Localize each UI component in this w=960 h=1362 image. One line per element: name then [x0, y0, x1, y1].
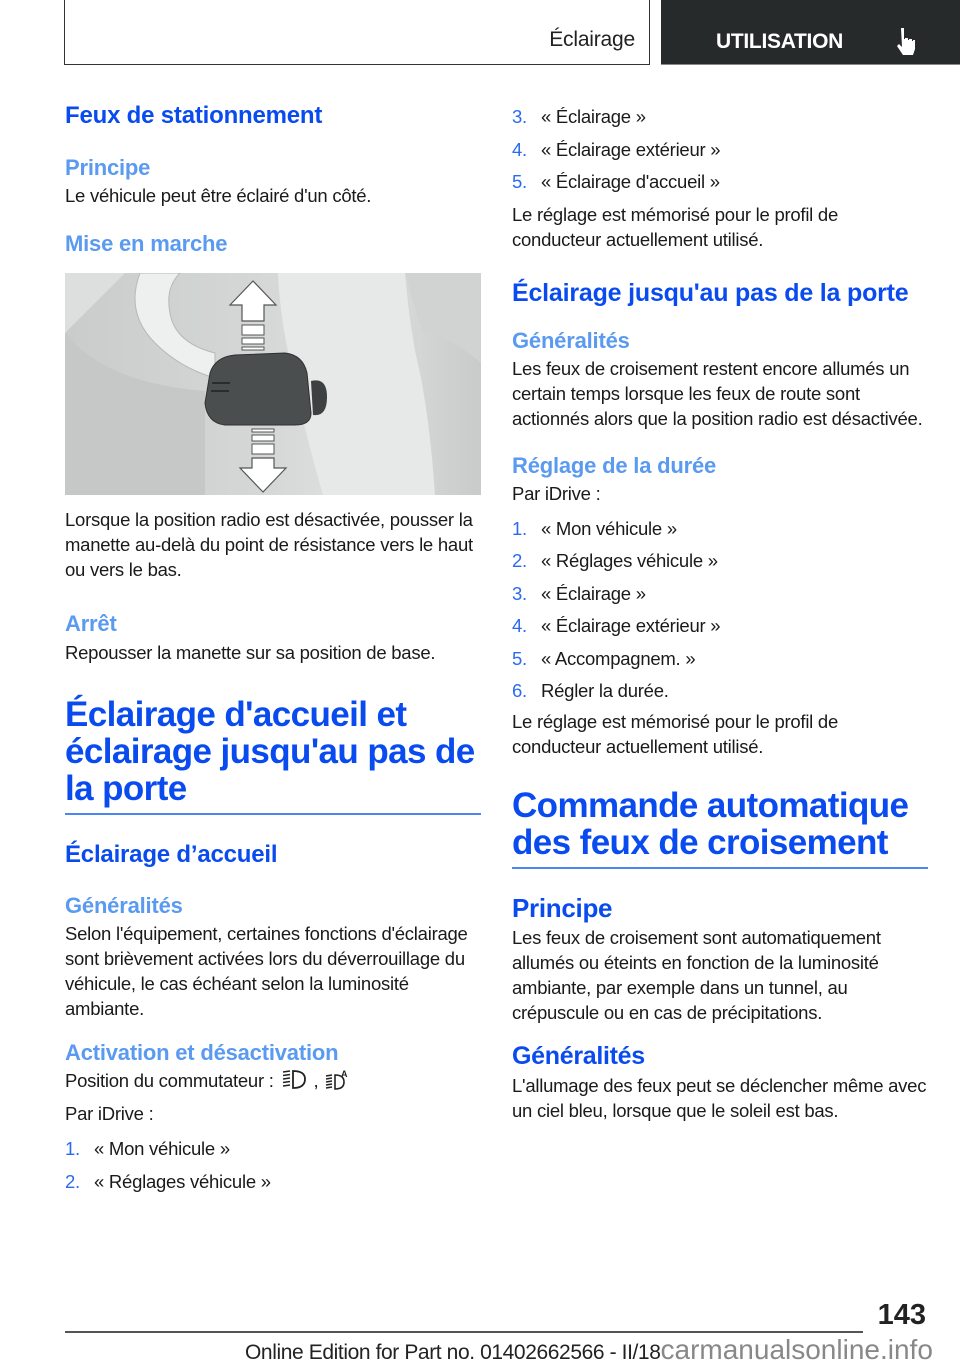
footer-divider [65, 1331, 863, 1333]
step-number: 3. [512, 582, 527, 604]
auto-low-beam-title: Commande automatique des feux de croisement [512, 787, 928, 869]
auto-low-beam-icon [323, 1069, 351, 1091]
step-number: 6. [512, 680, 527, 701]
step-text: « Accompagnem. » [541, 647, 696, 669]
switch-on-text: Lorsque la position radio est désactivée, pousser la manette au-delà du point de résistance vers le haut ou vers le bas. [65, 509, 473, 580]
step-number: 2. [65, 1170, 80, 1192]
section-title: Éclairage [549, 28, 635, 51]
list-item [512, 166, 928, 199]
left-column [65, 98, 481, 1198]
step-number: 3. [512, 106, 527, 127]
list-item [512, 643, 928, 676]
general-heading: Généralités [65, 893, 183, 918]
welcome-lights-subtitle: Éclairage d’accueil [65, 841, 278, 868]
right-column [512, 101, 928, 1123]
step-number: 1. [512, 517, 527, 539]
welcome-saved-text: Le réglage est mémorisé pour le profil de conducteur actuellement utilisé. [512, 203, 839, 250]
switch-position-label: Position du commutateur : [65, 1070, 274, 1091]
welcome-steps-list [65, 1133, 481, 1198]
general-text: Selon l'équipement, certaines fonctions d'éclairage sont brièvement activées lors du déverrouillage du véhicule, le cas échéant selon la luminosité ambiante. [65, 923, 468, 1019]
edition-text: Online Edition for Part no. 01402662566 - II/18 [245, 1341, 661, 1362]
switch-position-line [65, 1068, 481, 1093]
switch-on-heading: Mise en marche [65, 231, 228, 256]
list-item [512, 101, 928, 134]
pathway-general-heading: Généralités [512, 327, 630, 353]
step-text: « Mon véhicule » [94, 1138, 230, 1159]
step-text: « Éclairage » [541, 106, 646, 127]
step-number: 5. [512, 647, 527, 669]
pointing-hand-icon [895, 27, 917, 55]
list-item [512, 134, 928, 167]
list-item [512, 545, 928, 578]
svg-text:A: A [341, 1069, 348, 1079]
list-item [512, 578, 928, 611]
lever-illustration [65, 273, 481, 495]
duration-heading: Réglage de la durée [512, 452, 717, 478]
welcome-steps-continued-list [512, 101, 928, 199]
welcome-lights-title: Éclairage d'accueil et éclairage jusqu'au pas de la porte [65, 696, 481, 815]
step-text: « Réglages véhicule » [94, 1170, 271, 1192]
list-item [65, 1166, 481, 1199]
step-number: 4. [512, 615, 527, 636]
step-text: « Éclairage d'accueil » [541, 171, 720, 192]
auto-general-heading: Généralités [512, 1041, 645, 1070]
step-text: Régler la durée. [541, 680, 669, 701]
step-number: 4. [512, 138, 527, 160]
pathway-general-text: Les feux de croisement restent encore allumés un certain temps lorsque les feux de route sont actionnés alors que la position radio est désactivée. [512, 357, 923, 429]
list-item [512, 513, 928, 546]
watermark: carmanualsonline.info [660, 1334, 933, 1362]
step-text: « Éclairage extérieur » [541, 138, 721, 160]
pathway-idrive-label: Par iDrive : [512, 482, 601, 504]
page-number: 143 [877, 1299, 926, 1331]
step-text: « Éclairage extérieur » [541, 615, 721, 636]
step-text: « Réglages véhicule » [541, 550, 718, 571]
switch-off-text: Repousser la manette sur sa position de base. [65, 642, 436, 663]
step-number: 1. [65, 1138, 80, 1159]
header-section-box [64, 0, 650, 65]
pathway-lighting-title: Éclairage jusqu'au pas de la porte [512, 278, 909, 307]
lever-figure-svg [65, 273, 481, 495]
principle-text: Le véhicule peut être éclairé d'un côté. [65, 185, 372, 206]
idrive-label: Par iDrive : [65, 1103, 154, 1124]
list-item [512, 610, 928, 643]
parking-lights-title: Feux de stationnement [65, 102, 323, 129]
step-text: « Mon véhicule » [541, 517, 677, 539]
auto-principle-text: Les feux de croisement sont automatiquement allumés ou éteints en fonction de la luminosité ambiante, par exemple dans un tunnel, au crépuscule ou en cas de précipitations. [512, 926, 881, 1023]
switch-off-heading: Arrêt [65, 611, 117, 636]
low-beam-icon [279, 1069, 309, 1091]
list-item [512, 675, 928, 708]
principle-heading: Principe [65, 155, 151, 180]
footer-line [245, 1334, 933, 1362]
activation-heading: Activation et désactivation [65, 1040, 339, 1065]
step-text: « Éclairage » [541, 582, 646, 604]
switch-separator: , [313, 1070, 319, 1091]
pathway-saved-text: Le réglage est mémorisé pour le profil de conducteur actuellement utilisé. [512, 710, 839, 757]
step-number: 5. [512, 171, 527, 192]
auto-principle-heading: Principe [512, 892, 613, 923]
auto-general-text: L'allumage des feux peut se déclencher même avec un ciel bleu, lorsque que le soleil est bas. [512, 1074, 927, 1121]
chapter-tab[interactable] [661, 0, 960, 65]
chapter-tab-label: UTILISATION [716, 30, 843, 53]
step-number: 2. [512, 550, 527, 571]
list-item [65, 1133, 481, 1166]
duration-steps-list [512, 513, 928, 708]
